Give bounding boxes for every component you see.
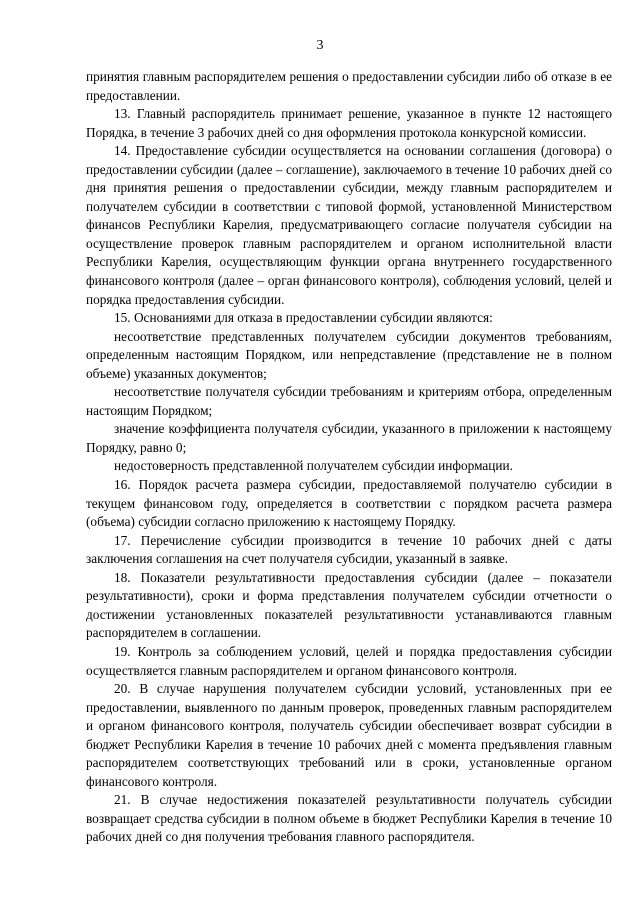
paragraph-15-item-4: недостоверность представленной получателем субсидии информации. bbox=[114, 458, 513, 474]
paragraph-15: 15. Основаниями для отказа в предоставлении субсидии являются: bbox=[114, 310, 493, 326]
paragraph-16: 16. Порядок расчета размера субсидии, предоставляемой получателю субсидии в текущем финансовом году, определяется в соответствии с порядком расчета размера (объема) субсидии согласно приложению к настоящему Порядку. bbox=[86, 477, 612, 530]
paragraph-15-item-3: значение коэффициента получателя субсидии, указанного в приложении к настоящему Порядку, равно 0; bbox=[86, 421, 612, 455]
paragraph-20: 20. В случае нарушения получателем субсидии условий, установленных при ее предоставлении, выявленного по данным проверок, проведенных главным распорядителем и органом финансового контроля, получатель субсидии обеспечивает возврат субсидии в бюджет Республики Карелия в течение 10 рабочих дней с момента предъявления главным распорядителем соответствующих требований или в сроки, установленные органом финансового контроля. bbox=[86, 681, 612, 789]
paragraph-13: 13. Главный распорядитель принимает решение, указанное в пункте 12 настоящего Порядка, в течение 3 рабочих дней со дня оформления протокола конкурсной комиссии. bbox=[86, 106, 612, 140]
paragraph-21: 21. В случае недостижения показателей результативности получатель субсидии возвращает средства субсидии в полном объеме в бюджет Республики Карелия в течение 10 рабочих дней со дня получения требования главного распорядителя. bbox=[86, 792, 612, 845]
paragraph-18: 18. Показатели результативности предоставления субсидии (далее – показатели результативности), сроки и форма представления получателем субсидии отчетности о достижении установленных показателей результативности устанавливаются главным распорядителем в соглашении. bbox=[86, 569, 612, 641]
paragraph-15-item-1: несоответствие представленных получателем субсидии документов требованиям, определенным настоящим Порядком, или непредставление (представление не в полном объеме) указанных документов; bbox=[86, 328, 612, 381]
paragraph-15-item-2: несоответствие получателя субсидии требованиям и критериям отбора, определенным настоящим Порядком; bbox=[86, 384, 612, 418]
page-number: 3 bbox=[316, 38, 324, 53]
paragraph-17: 17. Перечисление субсидии производится в течение 10 рабочих дней с даты заключения соглашения на счет получателя субсидии, указанный в заявке. bbox=[86, 532, 612, 567]
paragraph-continuation: принятия главным распорядителем решения о предоставлении субсидии либо об отказе в ее предоставлении. bbox=[86, 69, 612, 103]
paragraph-19: 19. Контроль за соблюдением условий, целей и порядка предоставления субсидии осуществляется главным распорядителем и органом финансового контроля. bbox=[86, 643, 612, 678]
paragraph-14: 14. Предоставление субсидии осуществляется на основании соглашения (договора) о предоставлении субсидии (далее – соглашение), заключаемого в течение 10 рабочих дней со дня принятия решения о предоставлении субсидии, между главным распорядителем и получателем субсидии в соответствии с типовой формой, установленной Министерством финансов Республики Карелия, предусматривающего согласие получателя субсидии на осуществление проверок главным распорядителем и органом исполнительной власти Республики Карелия, осуществляющим функции органа внутреннего государственного финансового контроля (далее – орган финансового контроля), соблюдения условий, целей и порядка предоставления субсидии. bbox=[86, 143, 612, 307]
document-body bbox=[86, 68, 612, 847]
